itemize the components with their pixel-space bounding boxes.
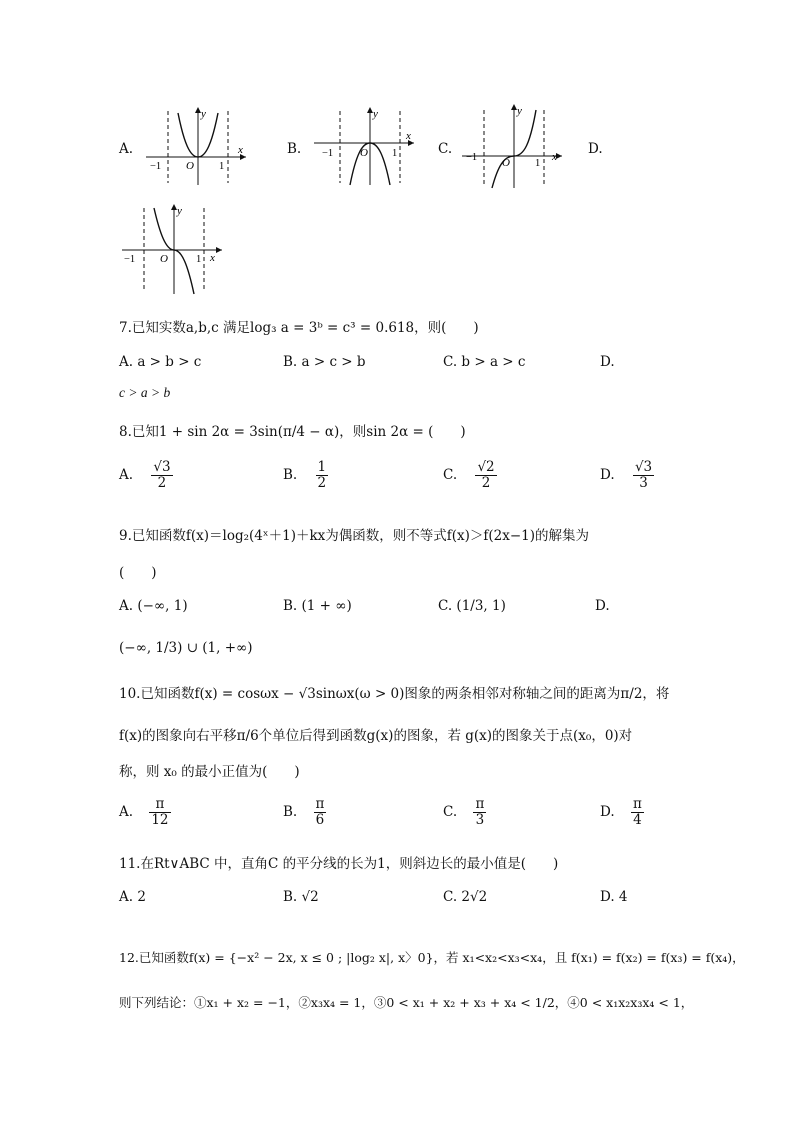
question-7-option-d-value: c > a > b	[119, 385, 171, 400]
option-label: C.	[443, 466, 458, 483]
pos-one-label: 1	[196, 254, 202, 265]
question-9-option-c: C. (1/3, 1)	[438, 598, 506, 614]
graph-option-a	[142, 103, 252, 188]
pos-one-label: 1	[392, 148, 398, 159]
question-11-option-a: A. 2	[119, 889, 146, 905]
question-10-option-a	[119, 797, 171, 828]
question-8-option-a	[119, 460, 173, 491]
x-label: x	[210, 252, 215, 264]
option-numerator: 1	[317, 459, 327, 475]
x-label: x	[238, 144, 243, 156]
graph-option-a-label: A.	[119, 141, 134, 157]
option-denominator: 6	[315, 811, 325, 828]
option-numerator: √3	[634, 459, 653, 475]
option-denominator: 2	[481, 474, 491, 491]
origin-label: O	[160, 253, 168, 265]
x-label: x	[552, 151, 557, 163]
question-10-option-b	[283, 797, 326, 828]
question-8-stem: 8.已知1 + sin 2α = 3sin(π/4 − α)，则sin 2α = ( )	[119, 424, 466, 440]
graph-option-d-label: D.	[588, 141, 603, 157]
option-denominator: 3	[475, 811, 485, 828]
option-numerator: π	[315, 796, 325, 812]
option-denominator: 12	[151, 811, 169, 828]
y-label: y	[517, 105, 522, 117]
option-numerator: √3	[153, 459, 171, 475]
question-8-option-d	[600, 460, 654, 491]
question-9-option-b: B. (1 + ∞)	[283, 598, 352, 614]
x-axis-arrow	[216, 247, 222, 253]
option-label: C.	[443, 803, 458, 820]
question-9-stem: 9.已知函数f(x)＝log₂(4ˣ＋1)＋kx为偶函数，则不等式f(x)＞f(2x−1)的解集为	[119, 528, 590, 544]
option-numerator: π	[632, 796, 642, 812]
question-11-option-c: C. 2√2	[443, 889, 488, 905]
option-numerator: √2	[477, 459, 495, 475]
pos-one-label: 1	[219, 161, 225, 172]
option-numerator: π	[475, 796, 485, 812]
question-9-option-a: A. (−∞, 1)	[119, 598, 188, 614]
question-10-option-c	[443, 797, 486, 828]
y-label: y	[373, 108, 378, 120]
x-axis-arrow	[556, 153, 562, 159]
question-10-line-1: 10.已知函数f(x) = cosωx − √3sinωx(ω > 0)图象的两条相邻对称轴之间的距离为π/2，将	[119, 686, 670, 702]
pos-one-label: 1	[535, 158, 541, 169]
graph-option-d	[118, 200, 228, 298]
y-label: y	[201, 108, 206, 120]
neg-one-label: −1	[322, 148, 334, 159]
question-11-stem: 11.在Rt∨ABC 中，直角C 的平分线的长为1，则斜边长的最小值是( )	[119, 856, 559, 872]
graph-option-c-label: C.	[438, 141, 453, 157]
question-8-option-b	[283, 460, 328, 491]
neg-one-label: −1	[124, 254, 136, 265]
option-denominator: 2	[157, 474, 167, 491]
option-label: D.	[600, 466, 615, 483]
option-numerator: π	[149, 797, 170, 813]
question-9-option-d: D.	[595, 598, 610, 614]
neg-one-label: −1	[150, 161, 162, 172]
option-denominator: 4	[633, 811, 642, 828]
option-label: B.	[283, 466, 298, 483]
question-7-option-d: D.	[600, 354, 615, 370]
option-label: B.	[283, 803, 298, 820]
option-denominator: 2	[317, 474, 327, 491]
graph-option-c	[458, 100, 568, 190]
question-11-option-b: B. √2	[283, 889, 319, 905]
origin-label: O	[186, 160, 194, 172]
y-label: y	[177, 205, 182, 217]
origin-label: O	[360, 147, 368, 159]
option-label: A.	[119, 466, 134, 483]
question-8-option-c	[443, 460, 497, 491]
option-denominator: 3	[639, 474, 648, 491]
graph-option-b-label: B.	[287, 141, 302, 157]
graph-option-b	[310, 103, 420, 188]
question-9-paren: ( )	[119, 565, 157, 581]
question-10-line-3: 称，则 x₀ 的最小正值为( )	[119, 764, 300, 780]
x-label: x	[406, 130, 411, 142]
question-10-option-d	[600, 797, 644, 828]
question-7-option-a: A. a > b > c	[119, 354, 202, 370]
question-10-line-2: f(x)的图象向右平移π/6个单位后得到函数g(x)的图象，若 g(x)的图象关于点(x₀，0)对	[119, 728, 633, 744]
option-label: D.	[600, 803, 615, 820]
origin-label: O	[502, 157, 510, 169]
question-11-option-d: D. 4	[600, 889, 628, 905]
neg-one-label: −1	[466, 152, 478, 163]
question-12-line-2: 则下列结论：①x₁ + x₂ = −1，②x₃x₄ = 1，③0 < x₁ + x₂ + x₃ + x₄ < 1/2，④0 < x₁x₂x₃x₄ < 1，	[119, 995, 694, 1010]
question-12-line-1: 12.已知函数f(x) = {−x² − 2x, x ≤ 0 ; |log₂ x|, x〉0}，若 x₁<x₂<x₃<x₄，且 f(x₁) = f(x₂) = f(x₃) = f(x₄)，	[119, 950, 745, 965]
question-7-option-c: C. b > a > c	[443, 354, 526, 370]
question-7-option-b: B. a > c > b	[283, 354, 366, 370]
question-9-option-d-value: (−∞, 1/3) ∪ (1, +∞)	[119, 640, 253, 656]
option-label: A.	[119, 803, 134, 820]
question-7-stem: 7.已知实数a,b,c 满足log₃ a = 3ᵇ = c³ = 0.618，则( )	[119, 320, 479, 336]
